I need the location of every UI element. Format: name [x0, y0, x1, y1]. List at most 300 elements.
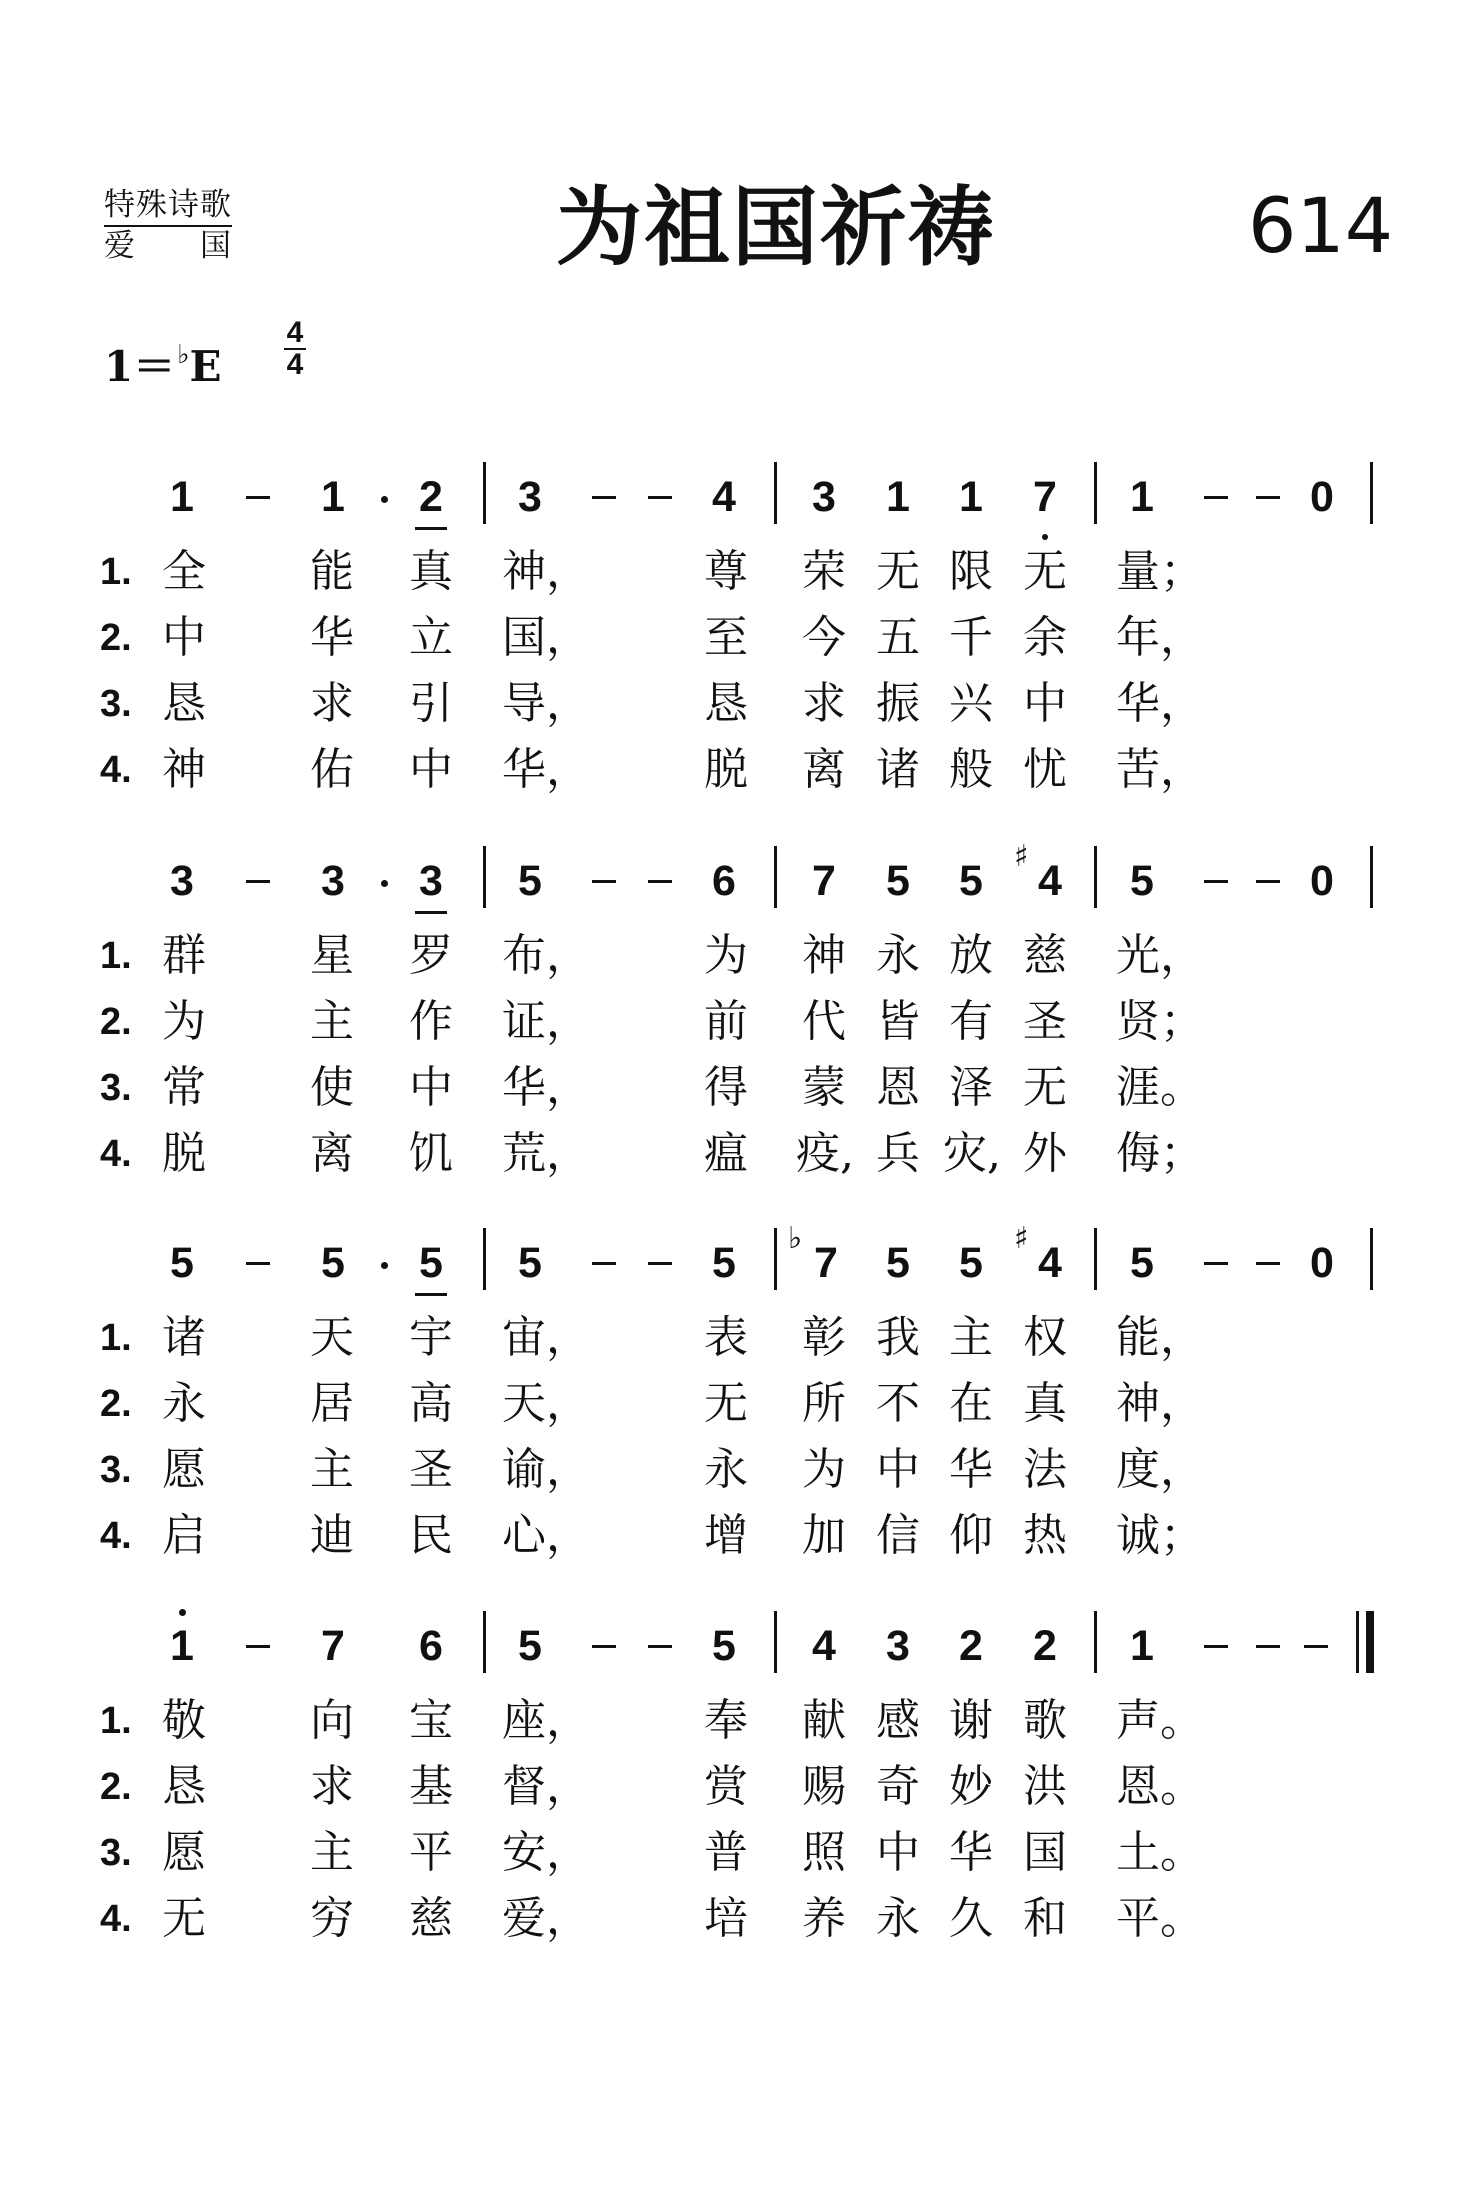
- lyric: 有: [949, 996, 993, 1047]
- dash: [1256, 1645, 1280, 1648]
- note: 2: [419, 473, 443, 521]
- lyric: 作: [409, 996, 453, 1047]
- lyric: 增: [704, 1510, 748, 1561]
- sharp-icon: ♯: [1014, 1221, 1029, 1256]
- lyric: 华，: [502, 744, 590, 795]
- lyric: 培: [704, 1893, 748, 1944]
- final-bar-line-thick: [1366, 1611, 1374, 1673]
- lyric: 佑: [310, 744, 354, 795]
- lyric: 皆: [876, 996, 920, 1047]
- note: 1: [959, 473, 983, 521]
- lyric: 华: [310, 612, 354, 663]
- dash: [1204, 1262, 1228, 1265]
- lyric: 中: [409, 1062, 453, 1113]
- note: 0: [1310, 1239, 1334, 1287]
- category-label: 特殊诗歌: [104, 186, 232, 227]
- note: 5: [321, 1239, 345, 1287]
- lyric: 为: [162, 996, 206, 1047]
- note: 3: [518, 473, 542, 521]
- dash: [592, 880, 616, 883]
- lyric: 外: [1023, 1128, 1067, 1179]
- lyric-line: [0, 1060, 1476, 1120]
- note: 5: [1130, 1239, 1154, 1287]
- lyric: 久: [949, 1893, 993, 1944]
- lyric: 罗: [409, 930, 453, 981]
- underline: [415, 527, 447, 530]
- underline: [415, 911, 447, 914]
- lyric: 求: [802, 678, 846, 729]
- note: 1: [170, 1622, 194, 1670]
- note: 2: [959, 1622, 983, 1670]
- bar-line: [774, 462, 777, 524]
- bar-line: [774, 846, 777, 908]
- hymn-number: 614: [1248, 181, 1394, 270]
- time-signature: [284, 318, 306, 380]
- lyric-line: [0, 1376, 1476, 1436]
- bar-line: [774, 1228, 777, 1290]
- lyric: 兵: [876, 1128, 920, 1179]
- lyric: 在: [949, 1378, 993, 1429]
- lyric: 神，: [1116, 1378, 1204, 1429]
- key-signature: [104, 330, 222, 392]
- bar-line: [483, 462, 486, 524]
- lyric: 全: [162, 546, 206, 597]
- lyric: 布，: [502, 930, 590, 981]
- lyric: 奇: [876, 1761, 920, 1812]
- note: 7: [814, 1239, 838, 1287]
- dash: [1204, 1645, 1228, 1648]
- note: 7: [1033, 473, 1057, 521]
- lyric-line: [0, 994, 1476, 1054]
- lyric: 谢: [949, 1695, 993, 1746]
- lyric: 为: [704, 930, 748, 981]
- lyric-line: [0, 1825, 1476, 1885]
- lyric: 求: [310, 678, 354, 729]
- lyric: 洪: [1023, 1761, 1067, 1812]
- lyric: 恩。: [1116, 1761, 1204, 1812]
- lyric: 向: [310, 1695, 354, 1746]
- high-octave-dot: [179, 1609, 186, 1616]
- dash: [648, 1262, 672, 1265]
- note: 0: [1310, 473, 1334, 521]
- bar-line: [1370, 462, 1373, 524]
- lyric: 宙，: [502, 1312, 590, 1363]
- note: 3: [170, 857, 194, 905]
- dash: [1204, 496, 1228, 499]
- score-system-2: [0, 839, 1476, 1216]
- lyric: 歌: [1023, 1695, 1067, 1746]
- lyric: 所: [802, 1378, 846, 1429]
- lyric: 振: [876, 678, 920, 729]
- note: 3: [321, 857, 345, 905]
- lyric: 中: [1023, 678, 1067, 729]
- lyric: 恳: [162, 678, 206, 729]
- lyric: 和: [1023, 1893, 1067, 1944]
- lyric: 证，: [502, 996, 590, 1047]
- lyric: 感: [876, 1695, 920, 1746]
- augmentation-dot: [381, 1262, 388, 1269]
- bar-line: [1370, 1228, 1373, 1290]
- lyric-line: [0, 1891, 1476, 1951]
- lyric: 土。: [1116, 1827, 1204, 1878]
- lyric: 诸: [162, 1312, 206, 1363]
- lyric: 无: [1023, 546, 1067, 597]
- lyric: 主: [949, 1312, 993, 1363]
- lyric: 五: [876, 612, 920, 663]
- lyric-line: [0, 610, 1476, 670]
- augmentation-dot: [381, 496, 388, 503]
- note: 3: [419, 857, 443, 905]
- lyric: 中: [876, 1827, 920, 1878]
- note: 5: [518, 1622, 542, 1670]
- hymn-title: 为祖国祈祷: [556, 177, 996, 278]
- verse-number: 4.: [100, 749, 132, 791]
- lyric: 圣: [409, 1444, 453, 1495]
- lyric: 导，: [502, 678, 590, 729]
- score-system-1: [0, 462, 1476, 832]
- note: 5: [170, 1239, 194, 1287]
- note: 1: [170, 473, 194, 521]
- lyric: 平。: [1116, 1893, 1204, 1944]
- lyric: 表: [704, 1312, 748, 1363]
- note: 6: [419, 1622, 443, 1670]
- verse-number: 1.: [100, 551, 132, 593]
- lyric: 声。: [1116, 1695, 1204, 1746]
- lyric: 居: [310, 1378, 354, 1429]
- lyric: 离: [310, 1128, 354, 1179]
- note: 7: [321, 1622, 345, 1670]
- lyric: 愿: [162, 1827, 206, 1878]
- key-prefix: 1＝: [104, 342, 176, 391]
- lyric: 华，: [502, 1062, 590, 1113]
- lyric: 度，: [1116, 1444, 1204, 1495]
- lyric: 中: [876, 1444, 920, 1495]
- lyric: 至: [704, 612, 748, 663]
- verse-number: 4.: [100, 1515, 132, 1557]
- lyric: 恳: [162, 1761, 206, 1812]
- lyric: 千: [949, 612, 993, 663]
- lyric: 宝: [409, 1695, 453, 1746]
- dash: [1256, 880, 1280, 883]
- lyric: 仰: [949, 1510, 993, 1561]
- lyric-line: [0, 742, 1476, 802]
- lyric: 真: [409, 546, 453, 597]
- lyric: 基: [409, 1761, 453, 1812]
- lyric: 引: [409, 678, 453, 729]
- lyric-line: [0, 1693, 1476, 1753]
- lyric-line: [0, 676, 1476, 736]
- bar-line: [483, 1611, 486, 1673]
- dash: [246, 496, 270, 499]
- lyric: 忧: [1023, 744, 1067, 795]
- lyric: 无: [162, 1893, 206, 1944]
- note: 4: [1038, 1239, 1062, 1287]
- lyric: 中: [409, 744, 453, 795]
- lyric: 代: [802, 996, 846, 1047]
- bar-line: [1370, 846, 1373, 908]
- lyric: 诸: [876, 744, 920, 795]
- lyric: 光，: [1116, 930, 1204, 981]
- lyric: 谕，: [502, 1444, 590, 1495]
- score-system-4: [0, 1611, 1476, 1981]
- lyric: 献: [802, 1695, 846, 1746]
- lyric: 信: [876, 1510, 920, 1561]
- dash: [1204, 880, 1228, 883]
- lyric: 般: [949, 744, 993, 795]
- notation-row: [0, 1221, 1476, 1298]
- lyric: 养: [802, 1893, 846, 1944]
- dash: [246, 880, 270, 883]
- dash: [246, 1262, 270, 1265]
- lyric-line: [0, 544, 1476, 604]
- lyric: 为: [802, 1444, 846, 1495]
- lyric: 能，: [1116, 1312, 1204, 1363]
- lyric: 天，: [502, 1378, 590, 1429]
- lyric: 泽: [949, 1062, 993, 1113]
- lyric: 苦，: [1116, 744, 1204, 795]
- key-note: E: [189, 342, 222, 391]
- lyric: 不: [876, 1378, 920, 1429]
- lyric-line: [0, 1508, 1476, 1568]
- lyric: 照: [802, 1827, 846, 1878]
- lyric: 求: [310, 1761, 354, 1812]
- note: 7: [812, 857, 836, 905]
- lyric: 穷: [310, 1893, 354, 1944]
- verse-number: 4.: [100, 1133, 132, 1175]
- lyric: 加: [802, 1510, 846, 1561]
- lyric: 华: [949, 1444, 993, 1495]
- lyric: 立: [409, 612, 453, 663]
- note: 5: [886, 1239, 910, 1287]
- note: 5: [518, 857, 542, 905]
- sharp-icon: ♯: [1014, 839, 1029, 874]
- bar-line: [483, 1228, 486, 1290]
- notation-row: [0, 1611, 1476, 1681]
- lyric: 使: [310, 1062, 354, 1113]
- lyric: 疫,: [796, 1128, 854, 1179]
- lyric: 圣: [1023, 996, 1067, 1047]
- lyric: 群: [162, 930, 206, 981]
- lyric: 兴: [949, 678, 993, 729]
- lyric: 慈: [409, 1893, 453, 1944]
- lyric: 量；: [1116, 546, 1204, 597]
- bar-line: [1094, 462, 1097, 524]
- lyric: 饥: [409, 1128, 453, 1179]
- lyric: 涯。: [1116, 1062, 1204, 1113]
- lyric: 迪: [310, 1510, 354, 1561]
- lyric: 奉: [704, 1695, 748, 1746]
- lyric: 我: [876, 1312, 920, 1363]
- underline: [415, 1293, 447, 1296]
- note: 5: [959, 857, 983, 905]
- lyric: 主: [310, 1827, 354, 1878]
- bar-line: [1094, 1611, 1097, 1673]
- flat-icon: ♭: [177, 340, 190, 370]
- lyric: 脱: [162, 1128, 206, 1179]
- verse-number: 3.: [100, 1449, 132, 1491]
- lyric: 限: [949, 546, 993, 597]
- lyric: 华，: [1116, 678, 1204, 729]
- note: 5: [886, 857, 910, 905]
- verse-number: 1.: [100, 1317, 132, 1359]
- note: 5: [419, 1239, 443, 1287]
- lyric: 平: [409, 1827, 453, 1878]
- bar-line: [483, 846, 486, 908]
- note: 1: [321, 473, 345, 521]
- score-system-3: [0, 1221, 1476, 1598]
- lyric: 荣: [802, 546, 846, 597]
- lyric-line: [0, 1126, 1476, 1186]
- dash: [1256, 1262, 1280, 1265]
- lyric: 国，: [502, 612, 590, 663]
- notation-row: [0, 839, 1476, 916]
- lyric: 启: [162, 1510, 206, 1561]
- lyric: 民: [409, 1510, 453, 1561]
- lyric: 恩: [876, 1062, 920, 1113]
- verse-number: 2.: [100, 1766, 132, 1808]
- verse-number: 3.: [100, 683, 132, 725]
- lyric: 真: [1023, 1378, 1067, 1429]
- lyric: 永: [162, 1378, 206, 1429]
- lyric: 主: [310, 996, 354, 1047]
- lyric: 恳: [704, 678, 748, 729]
- lyric: 离: [802, 744, 846, 795]
- lyric: 心，: [502, 1510, 590, 1561]
- lyric: 爱，: [502, 1893, 590, 1944]
- lyric-line: [0, 928, 1476, 988]
- lyric: 能: [310, 546, 354, 597]
- lyric: 得: [704, 1062, 748, 1113]
- verse-number: 1.: [100, 935, 132, 977]
- lyric: 余: [1023, 612, 1067, 663]
- lyric: 永: [876, 1893, 920, 1944]
- dash: [592, 1262, 616, 1265]
- lyric: 高: [409, 1378, 453, 1429]
- dash: [592, 1645, 616, 1648]
- lyric: 法: [1023, 1444, 1067, 1495]
- note: 1: [886, 473, 910, 521]
- note: 2: [1033, 1622, 1057, 1670]
- bar-line: [1094, 1228, 1097, 1290]
- hymn-category: [104, 186, 232, 265]
- verse-number: 2.: [100, 1001, 132, 1043]
- note: 3: [886, 1622, 910, 1670]
- lyric: 座，: [502, 1695, 590, 1746]
- verse-number: 3.: [100, 1067, 132, 1109]
- verse-number: 1.: [100, 1700, 132, 1742]
- dash: [246, 1645, 270, 1648]
- note: 4: [712, 473, 736, 521]
- note: 4: [1038, 857, 1062, 905]
- lyric: 星: [310, 930, 354, 981]
- lyric: 蒙: [802, 1062, 846, 1113]
- note: 1: [1130, 473, 1154, 521]
- lyric: 中: [162, 612, 206, 663]
- lyric: 诚；: [1116, 1510, 1204, 1561]
- lyric: 敬: [162, 1695, 206, 1746]
- augmentation-dot: [381, 880, 388, 887]
- lyric: 神: [802, 930, 846, 981]
- lyric: 安，: [502, 1827, 590, 1878]
- note: 4: [812, 1622, 836, 1670]
- verse-number: 2.: [100, 1383, 132, 1425]
- lyric-line: [0, 1759, 1476, 1819]
- note: 5: [959, 1239, 983, 1287]
- note: 5: [712, 1622, 736, 1670]
- lyric: 妙: [949, 1761, 993, 1812]
- bar-line: [774, 1611, 777, 1673]
- lyric: 无: [704, 1378, 748, 1429]
- note: 3: [812, 473, 836, 521]
- flat-icon: ♭: [788, 1221, 803, 1256]
- lyric: 天: [310, 1312, 354, 1363]
- verse-number: 3.: [100, 1832, 132, 1874]
- lyric: 今: [802, 612, 846, 663]
- lyric: 赐: [802, 1761, 846, 1812]
- dash: [648, 1645, 672, 1648]
- dash: [1256, 496, 1280, 499]
- lyric: 尊: [704, 546, 748, 597]
- lyric: 前: [704, 996, 748, 1047]
- lyric: 荒，: [502, 1128, 590, 1179]
- lyric: 灾,: [943, 1128, 1001, 1179]
- lyric-line: [0, 1442, 1476, 1502]
- note: 5: [518, 1239, 542, 1287]
- note: 6: [712, 857, 736, 905]
- lyric: 神: [162, 744, 206, 795]
- lyric: 宇: [409, 1312, 453, 1363]
- dash: [592, 496, 616, 499]
- lyric: 永: [876, 930, 920, 981]
- note: 0: [1310, 857, 1334, 905]
- lyric: 无: [876, 546, 920, 597]
- lyric: 赏: [704, 1761, 748, 1812]
- lyric: 瘟: [704, 1128, 748, 1179]
- dash: [1304, 1645, 1328, 1648]
- lyric: 督，: [502, 1761, 590, 1812]
- verse-number: 4.: [100, 1898, 132, 1940]
- note: 1: [1130, 1622, 1154, 1670]
- lyric: 国: [1023, 1827, 1067, 1878]
- time-signature-top: 4: [284, 318, 306, 350]
- lyric: 慈: [1023, 930, 1067, 981]
- verse-number: 2.: [100, 617, 132, 659]
- lyric: 普: [704, 1827, 748, 1878]
- lyric: 放: [949, 930, 993, 981]
- lyric: 常: [162, 1062, 206, 1113]
- lyric: 彰: [802, 1312, 846, 1363]
- low-octave-dot: [1042, 534, 1048, 540]
- lyric: 神，: [502, 546, 590, 597]
- lyric: 无: [1023, 1062, 1067, 1113]
- note: 5: [712, 1239, 736, 1287]
- lyric: 年，: [1116, 612, 1204, 663]
- lyric: 贤；: [1116, 996, 1204, 1047]
- time-signature-bottom: 4: [286, 348, 304, 381]
- lyric: 主: [310, 1444, 354, 1495]
- lyric: 热: [1023, 1510, 1067, 1561]
- lyric: 愿: [162, 1444, 206, 1495]
- dash: [648, 496, 672, 499]
- lyric: 永: [704, 1444, 748, 1495]
- lyric: 华: [949, 1827, 993, 1878]
- dash: [648, 880, 672, 883]
- lyric-line: [0, 1310, 1476, 1370]
- note: 5: [1130, 857, 1154, 905]
- bar-line: [1094, 846, 1097, 908]
- lyric: 权: [1023, 1312, 1067, 1363]
- lyric: 侮；: [1116, 1128, 1204, 1179]
